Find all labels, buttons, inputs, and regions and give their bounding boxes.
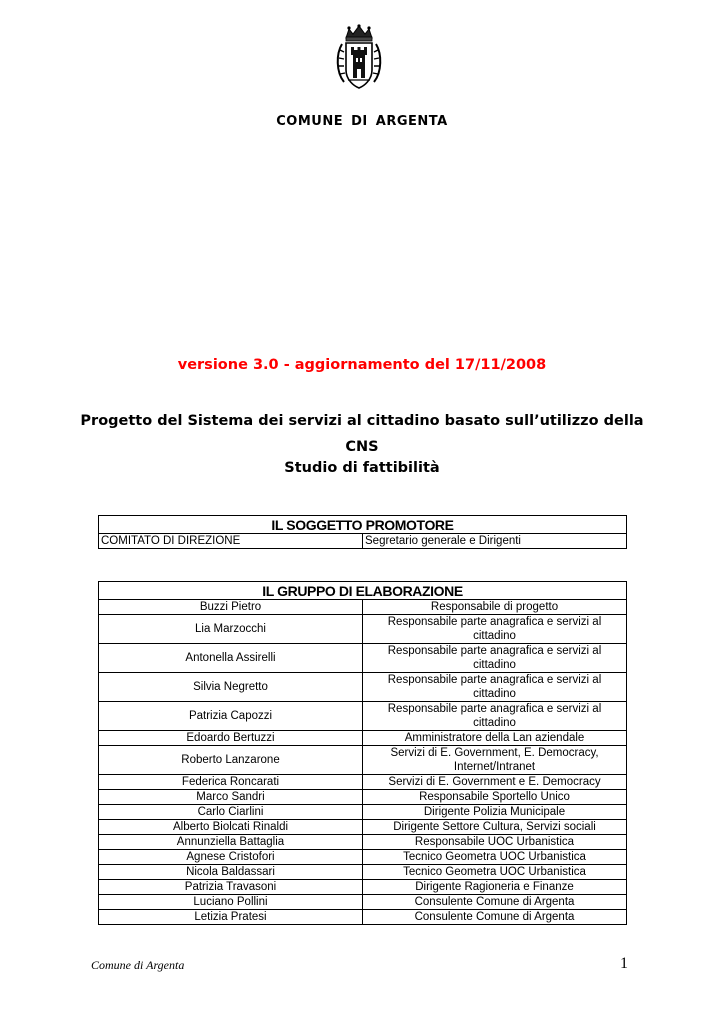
table-row [99,775,627,790]
table-row [99,895,627,910]
table-row [99,805,627,820]
member-name: Luciano Pollini [99,895,363,910]
member-role: Responsabile UOC Urbanistica [363,835,627,850]
table-row [99,865,627,880]
member-role: Responsabile parte anagrafica e servizi al cittadino [363,673,627,702]
member-role: Servizi di E. Government, E. Democracy, Internet/Intranet [363,746,627,775]
member-role: Consulente Comune di Argenta [363,910,627,925]
promotore-role: Segretario generale e Dirigenti [363,534,627,549]
member-name: Lia Marzocchi [99,615,363,644]
member-name: Silvia Negretto [99,673,363,702]
table-row [99,644,627,673]
member-role: Responsabile di progetto [363,600,627,615]
member-role: Dirigente Ragioneria e Finanze [363,880,627,895]
member-role: Consulente Comune di Argenta [363,895,627,910]
gruppo-table [98,581,627,925]
promotore-heading: IL SOGGETTO PROMOTORE [99,516,627,534]
gruppo-heading: IL GRUPPO DI ELABORAZIONE [99,582,627,600]
project-title [0,408,724,460]
member-name: Agnese Cristofori [99,850,363,865]
member-role: Dirigente Settore Cultura, Servizi sociali [363,820,627,835]
member-name: Edoardo Bertuzzi [99,731,363,746]
member-name: Buzzi Pietro [99,600,363,615]
member-name: Nicola Baldassari [99,865,363,880]
table-row [99,673,627,702]
table-row [99,746,627,775]
table-row [99,850,627,865]
member-role: Responsabile parte anagrafica e servizi al cittadino [363,702,627,731]
table-row [99,702,627,731]
member-role: Tecnico Geometra UOC Urbanistica [363,850,627,865]
municipality-title: COMUNE DI ARGENTA [276,114,448,129]
member-role: Responsabile parte anagrafica e servizi al cittadino [363,644,627,673]
table-header-row [99,582,627,600]
project-title-line-1: Progetto del Sistema dei servizi al cittadino basato sull’utilizzo della [80,413,644,429]
table-row [99,820,627,835]
member-role: Dirigente Polizia Municipale [363,805,627,820]
table-row [99,600,627,615]
document-subtitle: Studio di fattibilità [284,460,440,476]
table-row [99,790,627,805]
table-row [99,835,627,850]
table-row [99,880,627,895]
member-role: Amministratore della Lan aziendale [363,731,627,746]
table-row [99,615,627,644]
member-role: Responsabile Sportello Unico [363,790,627,805]
member-name: Letizia Pratesi [99,910,363,925]
member-name: Patrizia Travasoni [99,880,363,895]
page-number: 1 [620,955,628,972]
member-name: Roberto Lanzarone [99,746,363,775]
member-name: Patrizia Capozzi [99,702,363,731]
member-name: Annunziella Battaglia [99,835,363,850]
member-role: Tecnico Geometra UOC Urbanistica [363,865,627,880]
version-line: versione 3.0 - aggiornamento del 17/11/2008 [177,357,547,373]
member-name: Marco Sandri [99,790,363,805]
footer-text: Comune di Argenta [91,958,185,972]
promotore-name: COMITATO DI DIREZIONE [99,534,363,549]
promotore-table [98,515,627,549]
member-name: Alberto Biolcati Rinaldi [99,820,363,835]
table-row [99,534,627,549]
table-row [99,910,627,925]
table-row [99,731,627,746]
member-name: Federica Roncarati [99,775,363,790]
member-name: Carlo Ciarlini [99,805,363,820]
table-header-row [99,516,627,534]
member-role: Responsabile parte anagrafica e servizi al cittadino [363,615,627,644]
coat-of-arms-icon [336,24,382,92]
member-name: Antonella Assirelli [99,644,363,673]
member-role: Servizi di E. Government e E. Democracy [363,775,627,790]
project-title-line-2: CNS [345,439,379,455]
